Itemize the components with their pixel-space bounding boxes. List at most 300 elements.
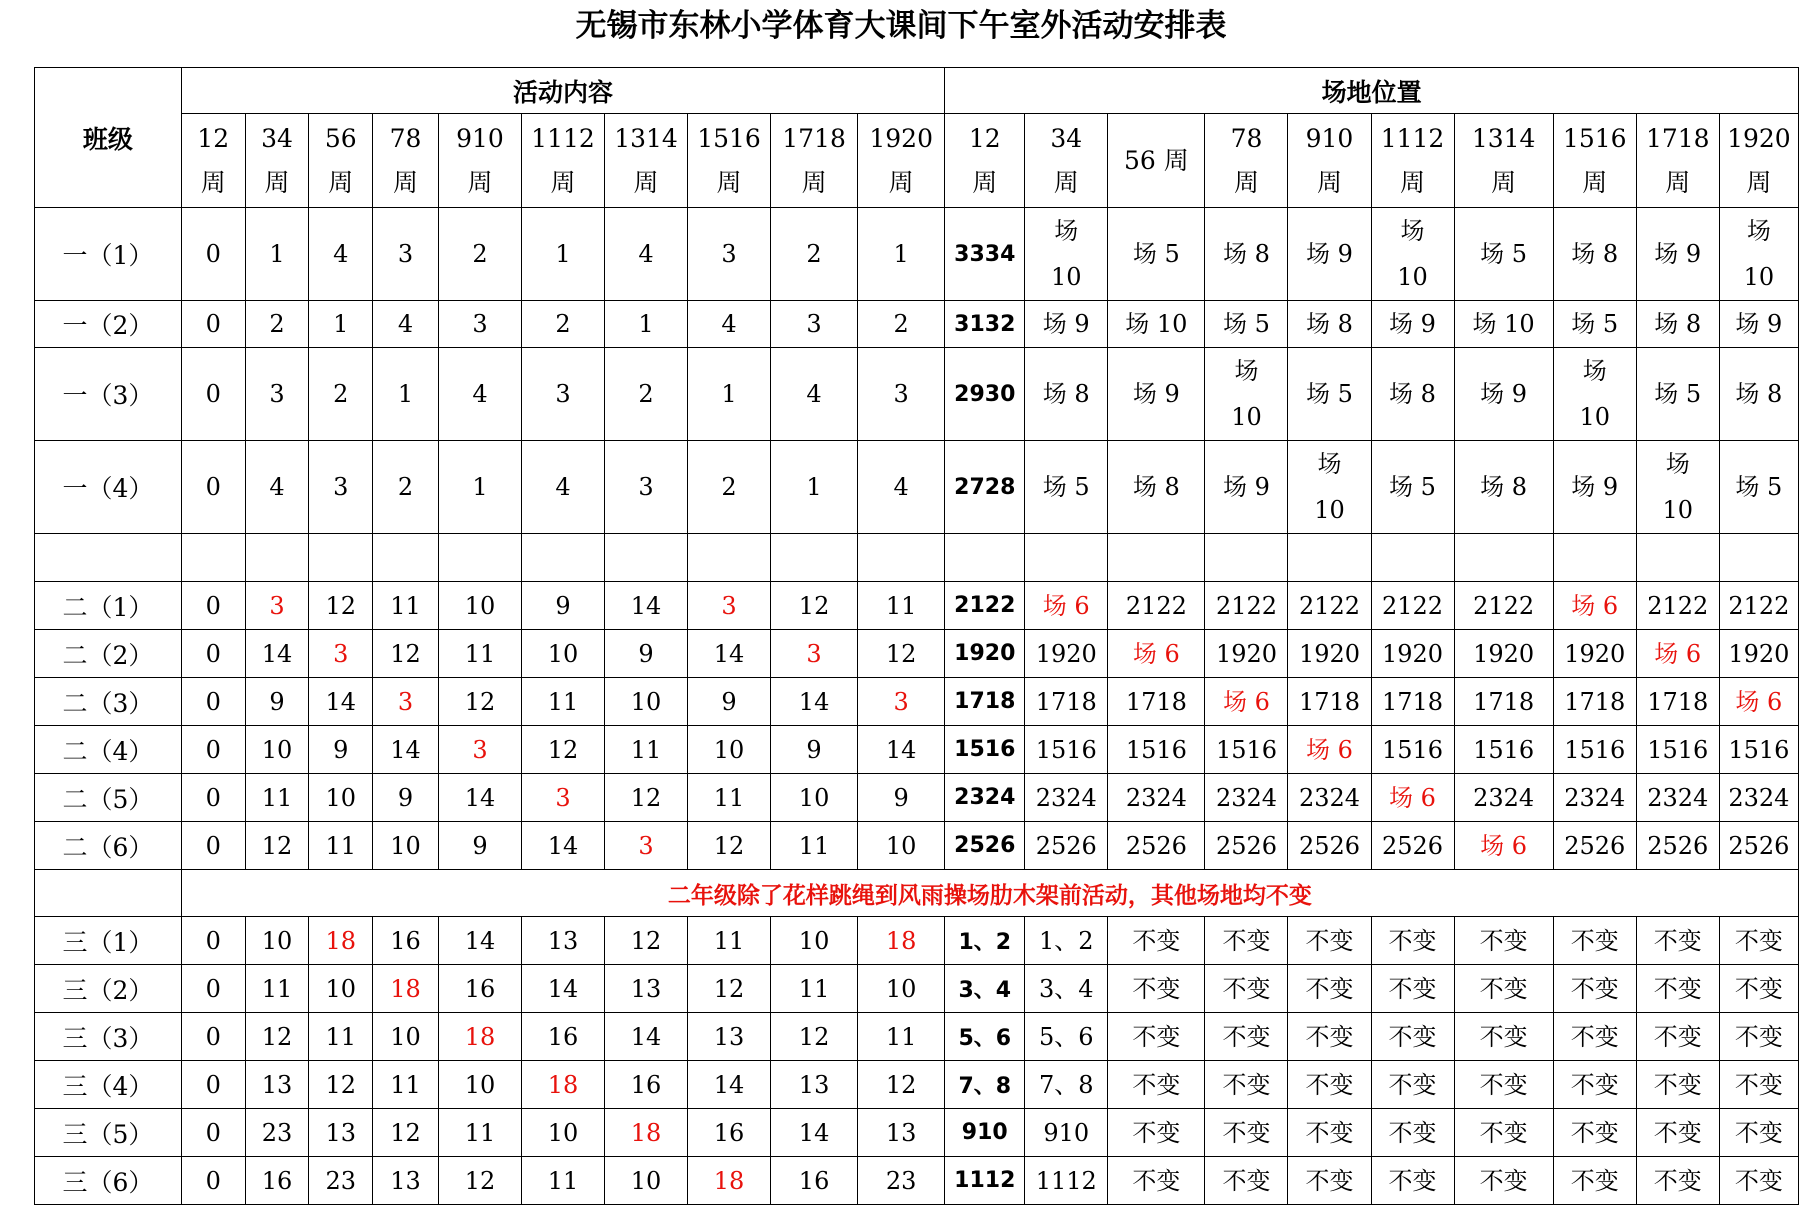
activity-cell: 14: [245, 630, 309, 678]
table-row: [35, 965, 1799, 1013]
activity-cell: 1: [605, 301, 688, 348]
activity-cell: 12: [373, 630, 439, 678]
activity-cell: 9: [438, 822, 521, 870]
activity-cell: 10: [245, 726, 309, 774]
activity-cell: 2: [373, 441, 439, 534]
location-cell: 场 6: [1025, 582, 1108, 630]
activity-cell: 12: [245, 1013, 309, 1061]
activity-cell: 9: [605, 630, 688, 678]
table-row: [35, 630, 1799, 678]
location-cell: 1920: [1553, 630, 1636, 678]
activity-cell: 10: [373, 822, 439, 870]
activity-cell: 16: [245, 1157, 309, 1205]
empty-cell: [605, 534, 688, 582]
location-cell: 场 10: [1719, 208, 1798, 301]
location-cell: 不变: [1288, 965, 1371, 1013]
location-cell: 不变: [1108, 965, 1205, 1013]
location-cell: 不变: [1719, 1157, 1798, 1205]
location-cell: 2324: [1454, 774, 1553, 822]
activity-cell: 13: [373, 1157, 439, 1205]
location-cell: 1920: [1719, 630, 1798, 678]
location-cell: 场 9: [1205, 441, 1288, 534]
activity-cell: 10: [858, 822, 945, 870]
location-cell: 场 8: [1719, 348, 1798, 441]
activity-cell: 18: [309, 917, 373, 965]
location-cell: 不变: [1205, 1109, 1288, 1157]
empty-cell: [688, 534, 771, 582]
location-cell: 场 9: [1719, 301, 1798, 348]
location-cell: 不变: [1719, 965, 1798, 1013]
activity-cell: 12: [438, 1157, 521, 1205]
activity-week-header: 1718 周: [771, 114, 858, 208]
location-cell: 不变: [1108, 917, 1205, 965]
activity-cell: 11: [309, 1013, 373, 1061]
location-cell: 1516: [1371, 726, 1454, 774]
activity-cell: 11: [771, 965, 858, 1013]
location-week-header: 34 周: [1025, 114, 1108, 208]
location-cell: 不变: [1108, 1013, 1205, 1061]
location-cell: 3334: [945, 208, 1025, 301]
empty-cell: [1288, 534, 1371, 582]
location-cell: 场 10: [1205, 348, 1288, 441]
activity-cell: 3: [438, 726, 521, 774]
location-cell: 2122: [1371, 582, 1454, 630]
activity-cell: 1: [688, 348, 771, 441]
location-cell: 2526: [1553, 822, 1636, 870]
location-cell: 场 5: [1636, 348, 1719, 441]
location-week-header: 1112 周: [1371, 114, 1454, 208]
location-cell: 场 8: [1025, 348, 1108, 441]
location-cell: 1112: [945, 1157, 1025, 1205]
activity-cell: 11: [438, 1109, 521, 1157]
location-cell: 不变: [1108, 1109, 1205, 1157]
location-cell: 场 10: [1108, 301, 1205, 348]
activity-cell: 12: [521, 726, 604, 774]
activity-cell: 13: [245, 1061, 309, 1109]
activity-cell: 2: [438, 208, 521, 301]
activity-cell: 10: [309, 774, 373, 822]
activity-cell: 12: [771, 582, 858, 630]
location-week-header: 1718 周: [1636, 114, 1719, 208]
location-cell: 不变: [1288, 917, 1371, 965]
activity-cell: 3: [605, 822, 688, 870]
location-cell: 1718: [1025, 678, 1108, 726]
activity-cell: 9: [688, 678, 771, 726]
activity-cell: 3: [373, 678, 439, 726]
activity-cell: 11: [438, 630, 521, 678]
activity-cell: 3: [858, 678, 945, 726]
activity-cell: 1: [438, 441, 521, 534]
location-cell: 场 6: [1205, 678, 1288, 726]
empty-cell: [1636, 534, 1719, 582]
activity-cell: 13: [309, 1109, 373, 1157]
location-week-header: 12 周: [945, 114, 1025, 208]
location-cell: 不变: [1288, 1109, 1371, 1157]
table-row: [35, 678, 1799, 726]
location-cell: 不变: [1553, 1013, 1636, 1061]
location-cell: 不变: [1553, 1157, 1636, 1205]
activity-cell: 0: [181, 1013, 245, 1061]
class-cell: 一（3）: [35, 348, 182, 441]
location-cell: 不变: [1636, 917, 1719, 965]
empty-cell: [1553, 534, 1636, 582]
activity-cell: 10: [245, 917, 309, 965]
activity-cell: 16: [771, 1157, 858, 1205]
location-cell: 场 8: [1108, 441, 1205, 534]
location-cell: 场 9: [1553, 441, 1636, 534]
location-cell: 1920: [1025, 630, 1108, 678]
activity-cell: 10: [438, 582, 521, 630]
empty-cell: [945, 534, 1025, 582]
activity-cell: 16: [605, 1061, 688, 1109]
location-cell: 场 5: [1108, 208, 1205, 301]
activity-cell: 0: [181, 301, 245, 348]
location-cell: 场 8: [1288, 301, 1371, 348]
activity-cell: 11: [858, 1013, 945, 1061]
location-cell: 1920: [1205, 630, 1288, 678]
location-cell: 场 6: [1108, 630, 1205, 678]
activity-cell: 0: [181, 774, 245, 822]
activity-cell: 4: [858, 441, 945, 534]
activity-cell: 18: [858, 917, 945, 965]
location-cell: 场 5: [1553, 301, 1636, 348]
location-cell: 2526: [1205, 822, 1288, 870]
activity-cell: 2: [605, 348, 688, 441]
grade2-note: 二年级除了花样跳绳到风雨操场肋木架前活动，其他场地均不变: [181, 870, 1798, 917]
empty-cell: [35, 534, 182, 582]
location-cell: 2324: [1205, 774, 1288, 822]
empty-cell: [521, 534, 604, 582]
location-cell: 1516: [1719, 726, 1798, 774]
activity-cell: 18: [605, 1109, 688, 1157]
activity-cell: 3: [245, 348, 309, 441]
activity-cell: 12: [605, 917, 688, 965]
location-cell: 场 10: [1553, 348, 1636, 441]
location-cell: 2930: [945, 348, 1025, 441]
activity-cell: 13: [771, 1061, 858, 1109]
activity-cell: 16: [521, 1013, 604, 1061]
activity-cell: 12: [605, 774, 688, 822]
activity-cell: 3: [309, 441, 373, 534]
activity-cell: 12: [373, 1109, 439, 1157]
location-cell: 3、4: [945, 965, 1025, 1013]
table-row: [35, 208, 1799, 301]
empty-cell: [438, 534, 521, 582]
activity-cell: 12: [438, 678, 521, 726]
activity-cell: 9: [858, 774, 945, 822]
activity-cell: 2: [245, 301, 309, 348]
class-column-header: 班级: [35, 68, 182, 208]
activity-cell: 13: [521, 917, 604, 965]
location-cell: 不变: [1636, 1109, 1719, 1157]
activity-cell: 16: [373, 917, 439, 965]
activity-week-header: 910 周: [438, 114, 521, 208]
location-cell: 2122: [945, 582, 1025, 630]
activity-cell: 0: [181, 965, 245, 1013]
location-cell: 910: [945, 1109, 1025, 1157]
activity-cell: 0: [181, 1157, 245, 1205]
location-cell: 不变: [1636, 1013, 1719, 1061]
location-cell: 场 5: [1371, 441, 1454, 534]
table-header: [35, 68, 1799, 208]
activity-cell: 10: [605, 1157, 688, 1205]
location-cell: 不变: [1205, 1013, 1288, 1061]
empty-cell: [373, 534, 439, 582]
activity-cell: 3: [438, 301, 521, 348]
class-cell: 二（5）: [35, 774, 182, 822]
empty-cell: [1719, 534, 1798, 582]
location-cell: 1112: [1025, 1157, 1108, 1205]
location-cell: 2324: [1288, 774, 1371, 822]
activity-cell: 0: [181, 208, 245, 301]
activity-cell: 0: [181, 1109, 245, 1157]
activity-cell: 10: [438, 1061, 521, 1109]
activity-cell: 13: [605, 965, 688, 1013]
location-cell: 不变: [1288, 1157, 1371, 1205]
location-cell: 场 10: [1288, 441, 1371, 534]
location-week-header: 56 周: [1108, 114, 1205, 208]
activity-cell: 10: [605, 678, 688, 726]
activity-cell: 10: [771, 917, 858, 965]
location-group-header: 场地位置: [945, 68, 1799, 114]
location-cell: 场 6: [1719, 678, 1798, 726]
class-cell: 三（2）: [35, 965, 182, 1013]
location-cell: 不变: [1205, 1061, 1288, 1109]
location-cell: 2324: [1553, 774, 1636, 822]
location-cell: 不变: [1636, 1061, 1719, 1109]
activity-cell: 4: [605, 208, 688, 301]
table-row: [35, 441, 1799, 534]
class-cell: 一（2）: [35, 301, 182, 348]
empty-cell: [1205, 534, 1288, 582]
location-cell: 不变: [1454, 965, 1553, 1013]
activity-cell: 12: [309, 582, 373, 630]
activity-week-header: 12 周: [181, 114, 245, 208]
location-cell: 不变: [1454, 1013, 1553, 1061]
location-cell: 1718: [1371, 678, 1454, 726]
location-cell: 场 5: [1205, 301, 1288, 348]
activity-cell: 3: [521, 348, 604, 441]
location-cell: 2324: [1719, 774, 1798, 822]
activity-cell: 9: [309, 726, 373, 774]
activity-cell: 23: [245, 1109, 309, 1157]
location-cell: 不变: [1454, 1061, 1553, 1109]
activity-cell: 18: [373, 965, 439, 1013]
location-cell: 2324: [1636, 774, 1719, 822]
activity-cell: 3: [245, 582, 309, 630]
location-cell: 不变: [1719, 1013, 1798, 1061]
location-cell: 不变: [1553, 1109, 1636, 1157]
activity-week-header: 56 周: [309, 114, 373, 208]
location-cell: 1718: [1108, 678, 1205, 726]
table-row: [35, 1013, 1799, 1061]
activity-cell: 18: [438, 1013, 521, 1061]
activity-week-header: 34 周: [245, 114, 309, 208]
activity-cell: 10: [373, 1013, 439, 1061]
location-cell: 1920: [1454, 630, 1553, 678]
location-cell: 不变: [1454, 917, 1553, 965]
activity-cell: 4: [771, 348, 858, 441]
activity-cell: 0: [181, 726, 245, 774]
location-cell: 不变: [1205, 917, 1288, 965]
location-cell: 场 5: [1719, 441, 1798, 534]
activity-cell: 0: [181, 582, 245, 630]
location-cell: 不变: [1371, 965, 1454, 1013]
activity-cell: 9: [373, 774, 439, 822]
location-cell: 场 8: [1371, 348, 1454, 441]
activity-cell: 12: [858, 1061, 945, 1109]
location-cell: 1920: [1371, 630, 1454, 678]
location-cell: 不变: [1553, 965, 1636, 1013]
location-cell: 910: [1025, 1109, 1108, 1157]
empty-cell: [1454, 534, 1553, 582]
empty-cell: [858, 534, 945, 582]
class-cell: 二（3）: [35, 678, 182, 726]
location-cell: 不变: [1454, 1157, 1553, 1205]
location-cell: 场 6: [1636, 630, 1719, 678]
activity-cell: 14: [438, 917, 521, 965]
location-cell: 1516: [1205, 726, 1288, 774]
activity-cell: 3: [688, 582, 771, 630]
location-cell: 不变: [1719, 917, 1798, 965]
location-week-header: 1920 周: [1719, 114, 1798, 208]
location-cell: 1、2: [1025, 917, 1108, 965]
location-cell: 2526: [1025, 822, 1108, 870]
class-cell: 一（4）: [35, 441, 182, 534]
activity-cell: 11: [771, 822, 858, 870]
location-week-header: 78 周: [1205, 114, 1288, 208]
location-cell: 2122: [1108, 582, 1205, 630]
location-cell: 1516: [1553, 726, 1636, 774]
activity-cell: 23: [858, 1157, 945, 1205]
empty-cell: [1025, 534, 1108, 582]
location-cell: 不变: [1288, 1013, 1371, 1061]
activity-cell: 0: [181, 1061, 245, 1109]
table-row: [35, 1157, 1799, 1205]
class-cell: 二（4）: [35, 726, 182, 774]
location-cell: 5、6: [1025, 1013, 1108, 1061]
activity-cell: 3: [771, 301, 858, 348]
location-cell: 1718: [1636, 678, 1719, 726]
class-cell: 三（4）: [35, 1061, 182, 1109]
activity-cell: 0: [181, 822, 245, 870]
empty-cell: [181, 534, 245, 582]
location-cell: 不变: [1371, 1013, 1454, 1061]
location-cell: 1718: [1454, 678, 1553, 726]
activity-cell: 11: [858, 582, 945, 630]
location-cell: 1920: [1288, 630, 1371, 678]
location-week-header: 910 周: [1288, 114, 1371, 208]
location-week-header: 1314 周: [1454, 114, 1553, 208]
activity-cell: 0: [181, 348, 245, 441]
class-cell: 三（6）: [35, 1157, 182, 1205]
class-cell: 三（1）: [35, 917, 182, 965]
location-cell: 不变: [1371, 1109, 1454, 1157]
location-cell: 2728: [945, 441, 1025, 534]
empty-cell: [1371, 534, 1454, 582]
location-cell: 场 9: [1108, 348, 1205, 441]
activity-cell: 9: [521, 582, 604, 630]
activity-cell: 4: [688, 301, 771, 348]
location-cell: 2122: [1288, 582, 1371, 630]
note-row: [35, 870, 1799, 917]
activity-cell: 14: [605, 582, 688, 630]
location-cell: 3132: [945, 301, 1025, 348]
activity-cell: 12: [688, 965, 771, 1013]
table-row: [35, 301, 1799, 348]
location-cell: 1718: [1288, 678, 1371, 726]
activity-cell: 4: [309, 208, 373, 301]
empty-cell: [771, 534, 858, 582]
activity-cell: 13: [688, 1013, 771, 1061]
location-cell: 不变: [1371, 1061, 1454, 1109]
activity-cell: 11: [245, 774, 309, 822]
activity-week-header: 1920 周: [858, 114, 945, 208]
activity-group-header: 活动内容: [181, 68, 944, 114]
location-cell: 不变: [1719, 1109, 1798, 1157]
activity-cell: 3: [373, 208, 439, 301]
activity-week-header: 1112 周: [521, 114, 604, 208]
activity-cell: 1: [309, 301, 373, 348]
activity-cell: 14: [688, 1061, 771, 1109]
location-cell: 场 8: [1454, 441, 1553, 534]
activity-cell: 18: [688, 1157, 771, 1205]
activity-cell: 1: [521, 208, 604, 301]
activity-cell: 2: [688, 441, 771, 534]
location-cell: 2526: [1108, 822, 1205, 870]
location-cell: 2122: [1636, 582, 1719, 630]
activity-cell: 1: [771, 441, 858, 534]
location-cell: 场 9: [1288, 208, 1371, 301]
activity-cell: 3: [605, 441, 688, 534]
activity-cell: 0: [181, 441, 245, 534]
activity-cell: 12: [771, 1013, 858, 1061]
activity-cell: 10: [521, 1109, 604, 1157]
activity-cell: 1: [245, 208, 309, 301]
activity-cell: 4: [245, 441, 309, 534]
location-cell: 1516: [1108, 726, 1205, 774]
activity-cell: 14: [771, 678, 858, 726]
activity-cell: 10: [309, 965, 373, 1013]
activity-cell: 1: [373, 348, 439, 441]
location-cell: 1516: [1636, 726, 1719, 774]
activity-week-header: 1516 周: [688, 114, 771, 208]
location-cell: 7、8: [945, 1061, 1025, 1109]
table-body: [35, 208, 1799, 1205]
activity-cell: 14: [605, 1013, 688, 1061]
location-cell: 场 9: [1636, 208, 1719, 301]
activity-week-header: 78 周: [373, 114, 439, 208]
location-cell: 1718: [945, 678, 1025, 726]
table-row: [35, 917, 1799, 965]
activity-cell: 3: [521, 774, 604, 822]
activity-cell: 11: [521, 1157, 604, 1205]
location-cell: 2122: [1205, 582, 1288, 630]
location-cell: 1516: [945, 726, 1025, 774]
location-cell: 不变: [1205, 1157, 1288, 1205]
activity-cell: 11: [688, 774, 771, 822]
location-cell: 不变: [1371, 1157, 1454, 1205]
location-cell: 不变: [1553, 917, 1636, 965]
activity-cell: 16: [688, 1109, 771, 1157]
activity-cell: 12: [245, 822, 309, 870]
activity-cell: 16: [438, 965, 521, 1013]
table-row: [35, 726, 1799, 774]
location-week-header: 1516 周: [1553, 114, 1636, 208]
activity-cell: 11: [373, 1061, 439, 1109]
activity-cell: 9: [771, 726, 858, 774]
location-cell: 3、4: [1025, 965, 1108, 1013]
